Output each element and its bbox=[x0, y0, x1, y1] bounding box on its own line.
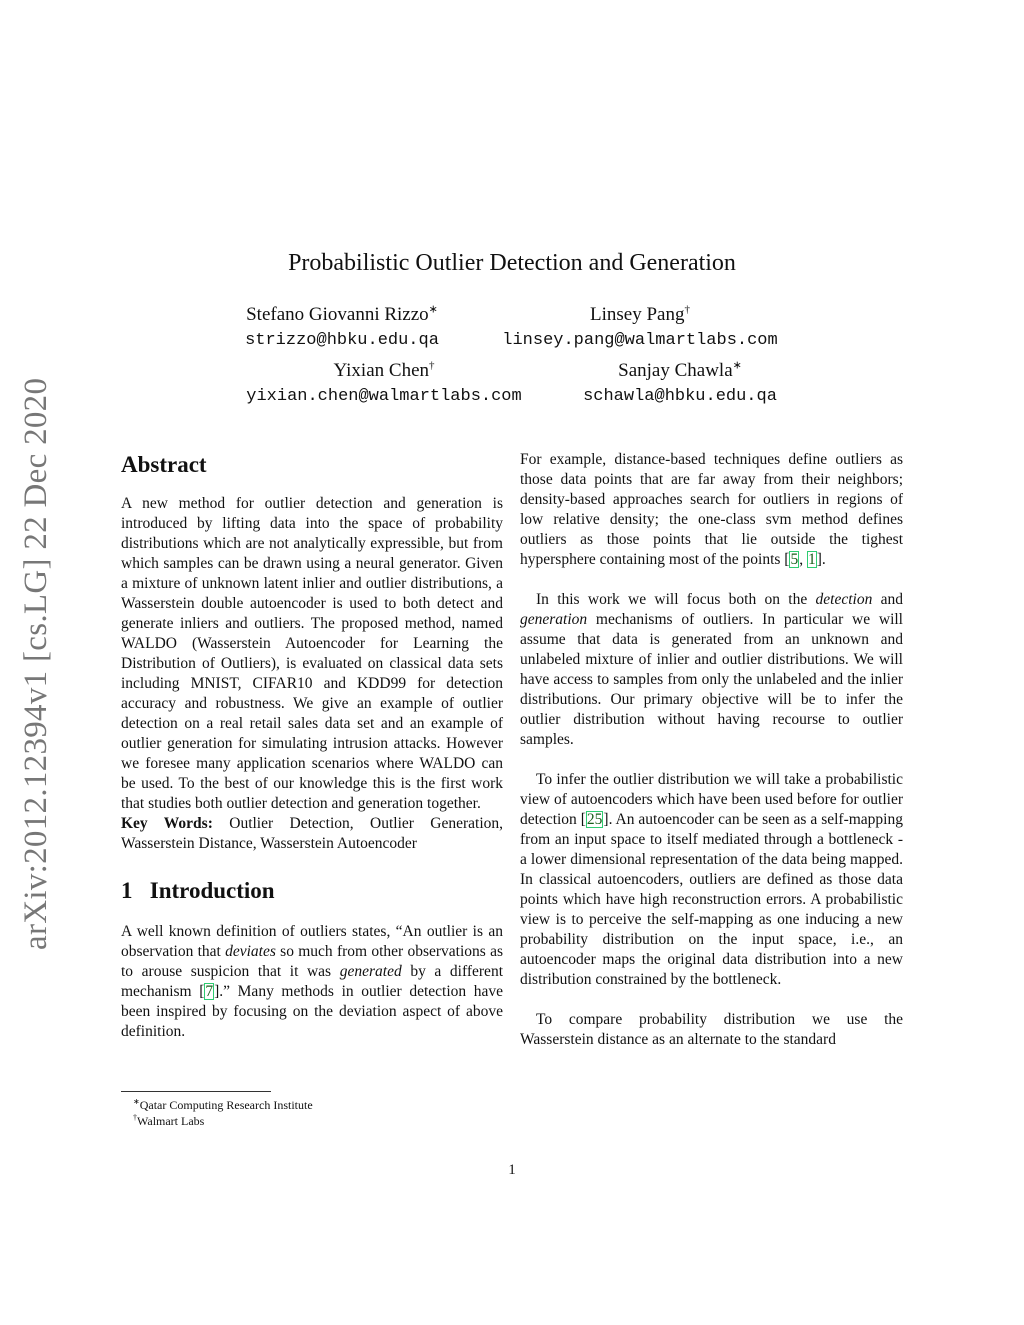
body-paragraph: To compare probability distribution we use the Wasserstein distance as an alternate to the standard bbox=[520, 1011, 903, 1048]
citation-link[interactable]: 1 bbox=[807, 551, 816, 568]
introduction-heading bbox=[121, 876, 503, 906]
right-column bbox=[520, 450, 903, 1050]
author-name: Yixian Chen bbox=[333, 360, 430, 381]
author-block bbox=[234, 358, 534, 408]
citation-link[interactable]: 7 bbox=[205, 983, 214, 1000]
author-block bbox=[222, 302, 462, 352]
footnote-rule bbox=[121, 1091, 271, 1092]
paper-title: Probabilistic Outlier Detection and Generation bbox=[288, 250, 736, 276]
author-mark: ∗ bbox=[732, 359, 742, 372]
left-column bbox=[121, 450, 503, 1042]
author-block bbox=[565, 358, 795, 408]
footnote: †Walmart Labs bbox=[133, 1113, 205, 1128]
author-email[interactable]: strizzo@hbku.edu.qa bbox=[245, 331, 439, 350]
citation-link[interactable]: 5 bbox=[790, 551, 799, 568]
intro-paragraph: A well known definition of outliers states, “An outlier is an observation that deviates so much from other observations as to arouse suspicion that it was generated by a different mechanism [7].” Many methods in outlier detection have been inspired by focusing on the deviation aspect of above definition. bbox=[121, 923, 503, 1040]
arxiv-stamp: arXiv:2012.12394v1 [cs.LG] 22 Dec 2020 bbox=[18, 377, 54, 950]
keywords-label: Key Words: bbox=[121, 815, 213, 832]
author-name: Stefano Giovanni Rizzo bbox=[246, 304, 429, 325]
author-email[interactable]: linsey.pang@walmartlabs.com bbox=[502, 331, 778, 350]
author-email[interactable]: schawla@hbku.edu.qa bbox=[583, 387, 777, 406]
author-name: Linsey Pang bbox=[590, 304, 685, 325]
section-title: Introduction bbox=[149, 878, 275, 903]
body-paragraph: In this work we will focus both on the detection and generation mechanisms of outliers. In particular we will assume that data is generated from an unknown and unlabeled mixture of inlier and outlier distributions. We will have access to samples from only the unlabeled and the inlier distributions. Our primary objective will be to infer the outlier distribution without having recourse to outlier samples. bbox=[520, 591, 903, 748]
footnote: ∗Qatar Computing Research Institute bbox=[133, 1097, 313, 1112]
keywords bbox=[121, 814, 503, 854]
author-email[interactable]: yixian.chen@walmartlabs.com bbox=[246, 387, 522, 406]
body-paragraph: For example, distance-based techniques define outliers as those data points that are far away from their neighbors; density-based approaches search for outliers in regions of low relative density; the one-class svm method defines outliers as those points that lie outside the tighest hypersphere containing most of the points [5, 1]. bbox=[520, 451, 903, 568]
page-number: 1 bbox=[508, 1162, 516, 1178]
author-name: Sanjay Chawla bbox=[618, 360, 733, 381]
author-mark: ∗ bbox=[428, 303, 438, 316]
body-paragraph: To infer the outlier distribution we will take a probabilistic view of autoencoders which have been used before for outlier detection [25]. An autoencoder can be seen as a self-mapping from an input space to itself mediated through a bottleneck - a lower dimensional representation of the data being mapped. In classical autoencoders, outliers are defined as those data points which have high reconstruction errors. A probabilistic view is to perceive the self-mapping as one inducing a new probability distribution on the input space, i.e., an autoencoder maps the original data distribution into a new distribution constrained by the bottleneck. bbox=[520, 771, 903, 988]
author-mark: † bbox=[429, 359, 435, 372]
footnotes bbox=[133, 1097, 313, 1129]
section-number: 1 bbox=[121, 878, 133, 903]
author-mark: † bbox=[684, 303, 690, 316]
keywords-text: Outlier Detection, Outlier Generation, Wasserstein Distance, Wasserstein Autoencoder bbox=[121, 815, 504, 852]
abstract-text: A new method for outlier detection and generation is introduced by lifting data into the space of probability distributions which are not analytically expressible, but from which samples can be drawn using a neural generator. Given a mixture of unknown latent inlier and outlier distributions, a Wasserstein double autoencoder is used to both detect and generate inliers and outliers. The proposed method, named WALDO (Wasserstein Autoencoder for Learning the Distribution of Outliers), is evaluated on classical data sets including MNIST, CIFAR10 and KDD99 for detection accuracy and robustness. We give an example of outlier detection on a real retail sales data set and an example of outlier generation for simulating intrusion attacks. However we foresee many application scenarios where WALDO can be used. To the best of our knowledge this is the first work that studies both outlier detection and generation together. bbox=[121, 495, 503, 812]
citation-link[interactable]: 25 bbox=[586, 811, 603, 828]
author-block bbox=[490, 302, 790, 352]
abstract-heading: Abstract bbox=[121, 452, 207, 477]
